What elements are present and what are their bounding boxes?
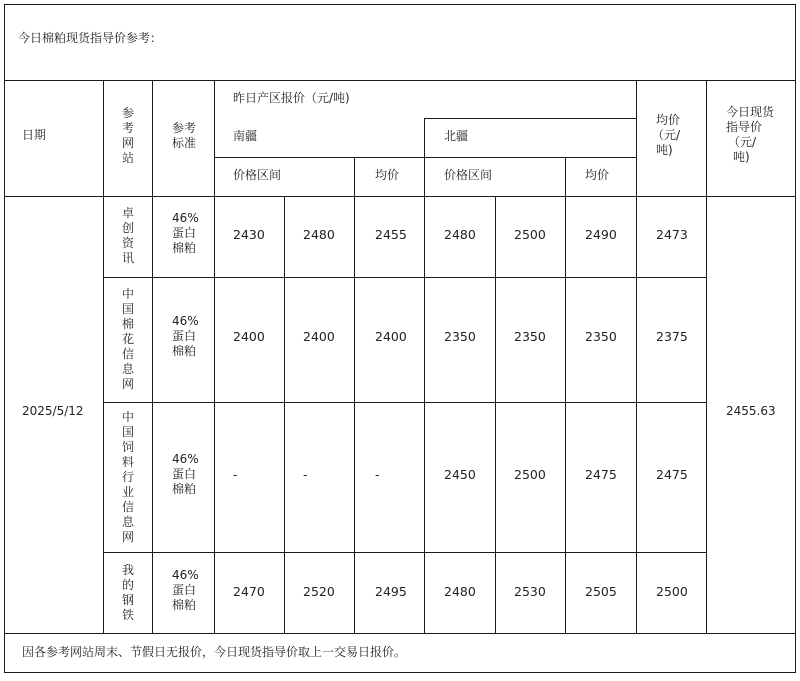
footer-note: 因各参考网站周末、节假日无报价，今日现货指导价取上一交易日报价。 [22,645,407,659]
south-high: 2480 [303,227,335,242]
header-avg-line1: 均价 [656,113,681,127]
row-standard: 棉粕 [172,344,197,358]
header-guide-line4: 吨) [733,150,750,164]
guide-price-cell: 2455.63 [726,404,776,418]
row-site: 中国饲料行业信息网 [121,410,134,544]
rule [103,402,706,403]
row-standard: 46% [172,314,199,328]
rule [4,633,796,634]
header-guide-line1: 今日现货 [726,105,775,119]
row-standard: 46% [172,568,199,582]
south-avg: - [375,467,380,482]
border-right [795,4,796,673]
north-avg: 2475 [585,467,617,482]
header-north-avg: 均价 [585,168,610,182]
rule [214,157,636,158]
border-top [4,4,796,5]
row-site: 卓创资讯 [121,206,134,265]
row-avg: 2473 [656,227,688,242]
border-bottom [4,672,796,673]
header-south-avg: 均价 [375,168,400,182]
header-standard-line2: 标准 [172,136,197,150]
rule [103,277,706,278]
south-high: 2520 [303,584,335,599]
rule [636,80,637,633]
north-avg: 2505 [585,584,617,599]
rule [103,80,104,633]
row-standard: 棉粕 [172,241,197,255]
row-standard: 46% [172,452,199,466]
border-left [4,4,5,673]
north-high: 2530 [514,584,546,599]
north-low: 2480 [444,227,476,242]
north-low: 2480 [444,584,476,599]
row-standard: 棉粕 [172,482,197,496]
north-high: 2500 [514,467,546,482]
rule [495,196,496,633]
south-low: 2400 [233,329,265,344]
header-guide-line2: 指导价 [726,120,763,134]
row-standard: 蛋白 [172,467,197,481]
header-north-range: 价格区间 [444,168,493,182]
header-date: 日期 [22,128,47,142]
row-avg: 2500 [656,584,688,599]
rule [284,196,285,633]
rule [424,118,636,119]
north-avg: 2350 [585,329,617,344]
south-low: 2470 [233,584,265,599]
header-guide-line3: （元/ [728,135,757,149]
south-low: - [233,467,238,482]
header-site: 参考网站 [121,106,134,165]
header-south: 南疆 [233,129,258,143]
rule [4,80,796,81]
rule [354,157,355,633]
header-south-range: 价格区间 [233,168,282,182]
south-avg: 2495 [375,584,407,599]
row-standard: 棉粕 [172,598,197,612]
row-standard: 蛋白 [172,329,197,343]
row-avg: 2475 [656,467,688,482]
north-high: 2350 [514,329,546,344]
north-low: 2450 [444,467,476,482]
rule [214,80,215,633]
rule [424,118,425,633]
row-standard: 46% [172,211,199,225]
south-avg: 2400 [375,329,407,344]
row-site: 中国棉花信息网 [121,287,134,391]
header-avg-line3: 吨) [656,143,673,157]
north-high: 2500 [514,227,546,242]
north-low: 2350 [444,329,476,344]
rule [565,157,566,633]
header-north: 北疆 [444,129,469,143]
row-standard: 蛋白 [172,226,197,240]
north-avg: 2490 [585,227,617,242]
south-low: 2430 [233,227,265,242]
south-high: 2400 [303,329,335,344]
row-avg: 2375 [656,329,688,344]
row-site: 我的钢铁 [121,563,134,622]
south-high: - [303,467,308,482]
page-title: 今日棉粕现货指导价参考： [18,31,163,45]
south-avg: 2455 [375,227,407,242]
rule [706,80,707,633]
rule [4,196,796,197]
rule [103,552,706,553]
header-standard-line1: 参考 [172,121,197,135]
date-cell: 2025/5/12 [22,404,84,418]
rule [152,80,153,633]
row-standard: 蛋白 [172,583,197,597]
header-avg-line2: （元/ [652,128,681,142]
header-yesterday: 昨日产区报价（元/吨) [233,91,350,105]
